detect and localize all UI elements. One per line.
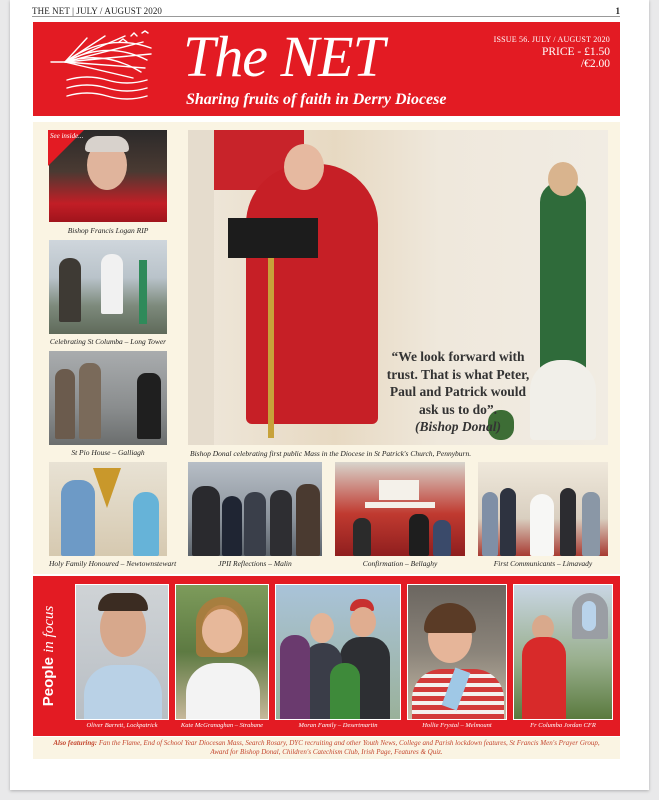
people-label-italic: in focus — [41, 605, 57, 653]
see-inside-badge — [48, 130, 84, 166]
also-featuring-line1: Fan the Flame, End of School Year Diocesan Mass, Search Rosary, DYC recruiting and other Youth News, College and Parish lockdown features, St Francis Men's Prayer Group, — [98, 739, 600, 747]
also-featuring — [33, 737, 620, 759]
caption-main-photo: Bishop Donal celebrating first public Mass in the Diocese in St Patrick's Church, Pennyburn. — [190, 449, 472, 458]
caption-hollie-frystal: Hollie Frystal – Melmount — [422, 722, 492, 729]
issue-number: ISSUE 56. JULY / AUGUST 2020 — [493, 35, 610, 44]
also-featuring-label: Also featuring: — [53, 739, 98, 747]
photo-long-tower — [49, 240, 167, 334]
photo-moran-family — [275, 584, 401, 720]
photo-fr-columba-jordan — [513, 584, 613, 720]
running-header-text: THE NET | JULY / AUGUST 2020 — [32, 6, 163, 16]
also-featuring-line2: Award for Bishop Donal, Children's Catechism Club, Irish Page, Features & Quiz. — [210, 748, 443, 756]
caption-jpii-reflections: JPII Reflections – Malin — [218, 559, 292, 568]
photo-hollie-frystal — [407, 584, 507, 720]
caption-first-communicants: First Communicants – Limavady — [493, 559, 593, 568]
caption-long-tower: Celebrating St Columba – Long Tower — [49, 337, 167, 346]
caption-fr-columba-jordan: Fr Columba Jordan CFR — [530, 722, 596, 729]
bishop-quote — [383, 348, 533, 436]
caption-kate-mcgranaghan: Kate McGranaghan – Strabane — [180, 722, 264, 729]
caption-oliver-barrett: Oliver Barrett, Lockpatrick — [86, 722, 158, 729]
see-inside-text: See inside... — [50, 132, 84, 140]
caption-bishop-logan: Bishop Francis Logan RIP — [67, 226, 149, 235]
quote-attribution: (Bishop Donal) — [415, 419, 501, 434]
masthead — [33, 22, 620, 116]
photo-st-pio-house — [49, 351, 167, 445]
photo-oliver-barrett — [75, 584, 169, 720]
photo-holy-family — [49, 462, 167, 556]
masthead-tagline: Sharing fruits of faith in Derry Diocese — [186, 91, 447, 108]
caption-moran-family: Moran Family – Desertmartin — [298, 722, 378, 729]
photo-jpii-reflections — [188, 462, 322, 556]
header-divider — [32, 16, 620, 17]
price-gbp: PRICE - £1.50 — [541, 46, 610, 58]
page-number: 1 — [615, 6, 620, 16]
photo-first-communicants — [478, 462, 608, 556]
quote-text: “We look forward with trust. That is what Peter, Paul and Patrick would ask us to do”. — [386, 349, 530, 417]
photo-kate-mcgranaghan — [175, 584, 269, 720]
masthead-title: The NET — [183, 24, 384, 89]
photo-confirmation — [335, 462, 465, 556]
front-page-content — [33, 122, 620, 574]
people-in-focus-section — [33, 576, 620, 736]
caption-confirmation: Confirmation – Bellaghy — [362, 559, 438, 568]
net-logo-icon — [47, 28, 165, 110]
people-in-focus-label — [36, 576, 62, 736]
caption-st-pio-house: St Pio House – Galliagh — [71, 448, 145, 457]
price-eur: /€2.00 — [580, 58, 610, 70]
issue-info — [494, 35, 610, 70]
caption-holy-family: Holy Family Honoured – Newtownstewart — [49, 559, 177, 568]
people-label-bold: People — [40, 657, 57, 707]
